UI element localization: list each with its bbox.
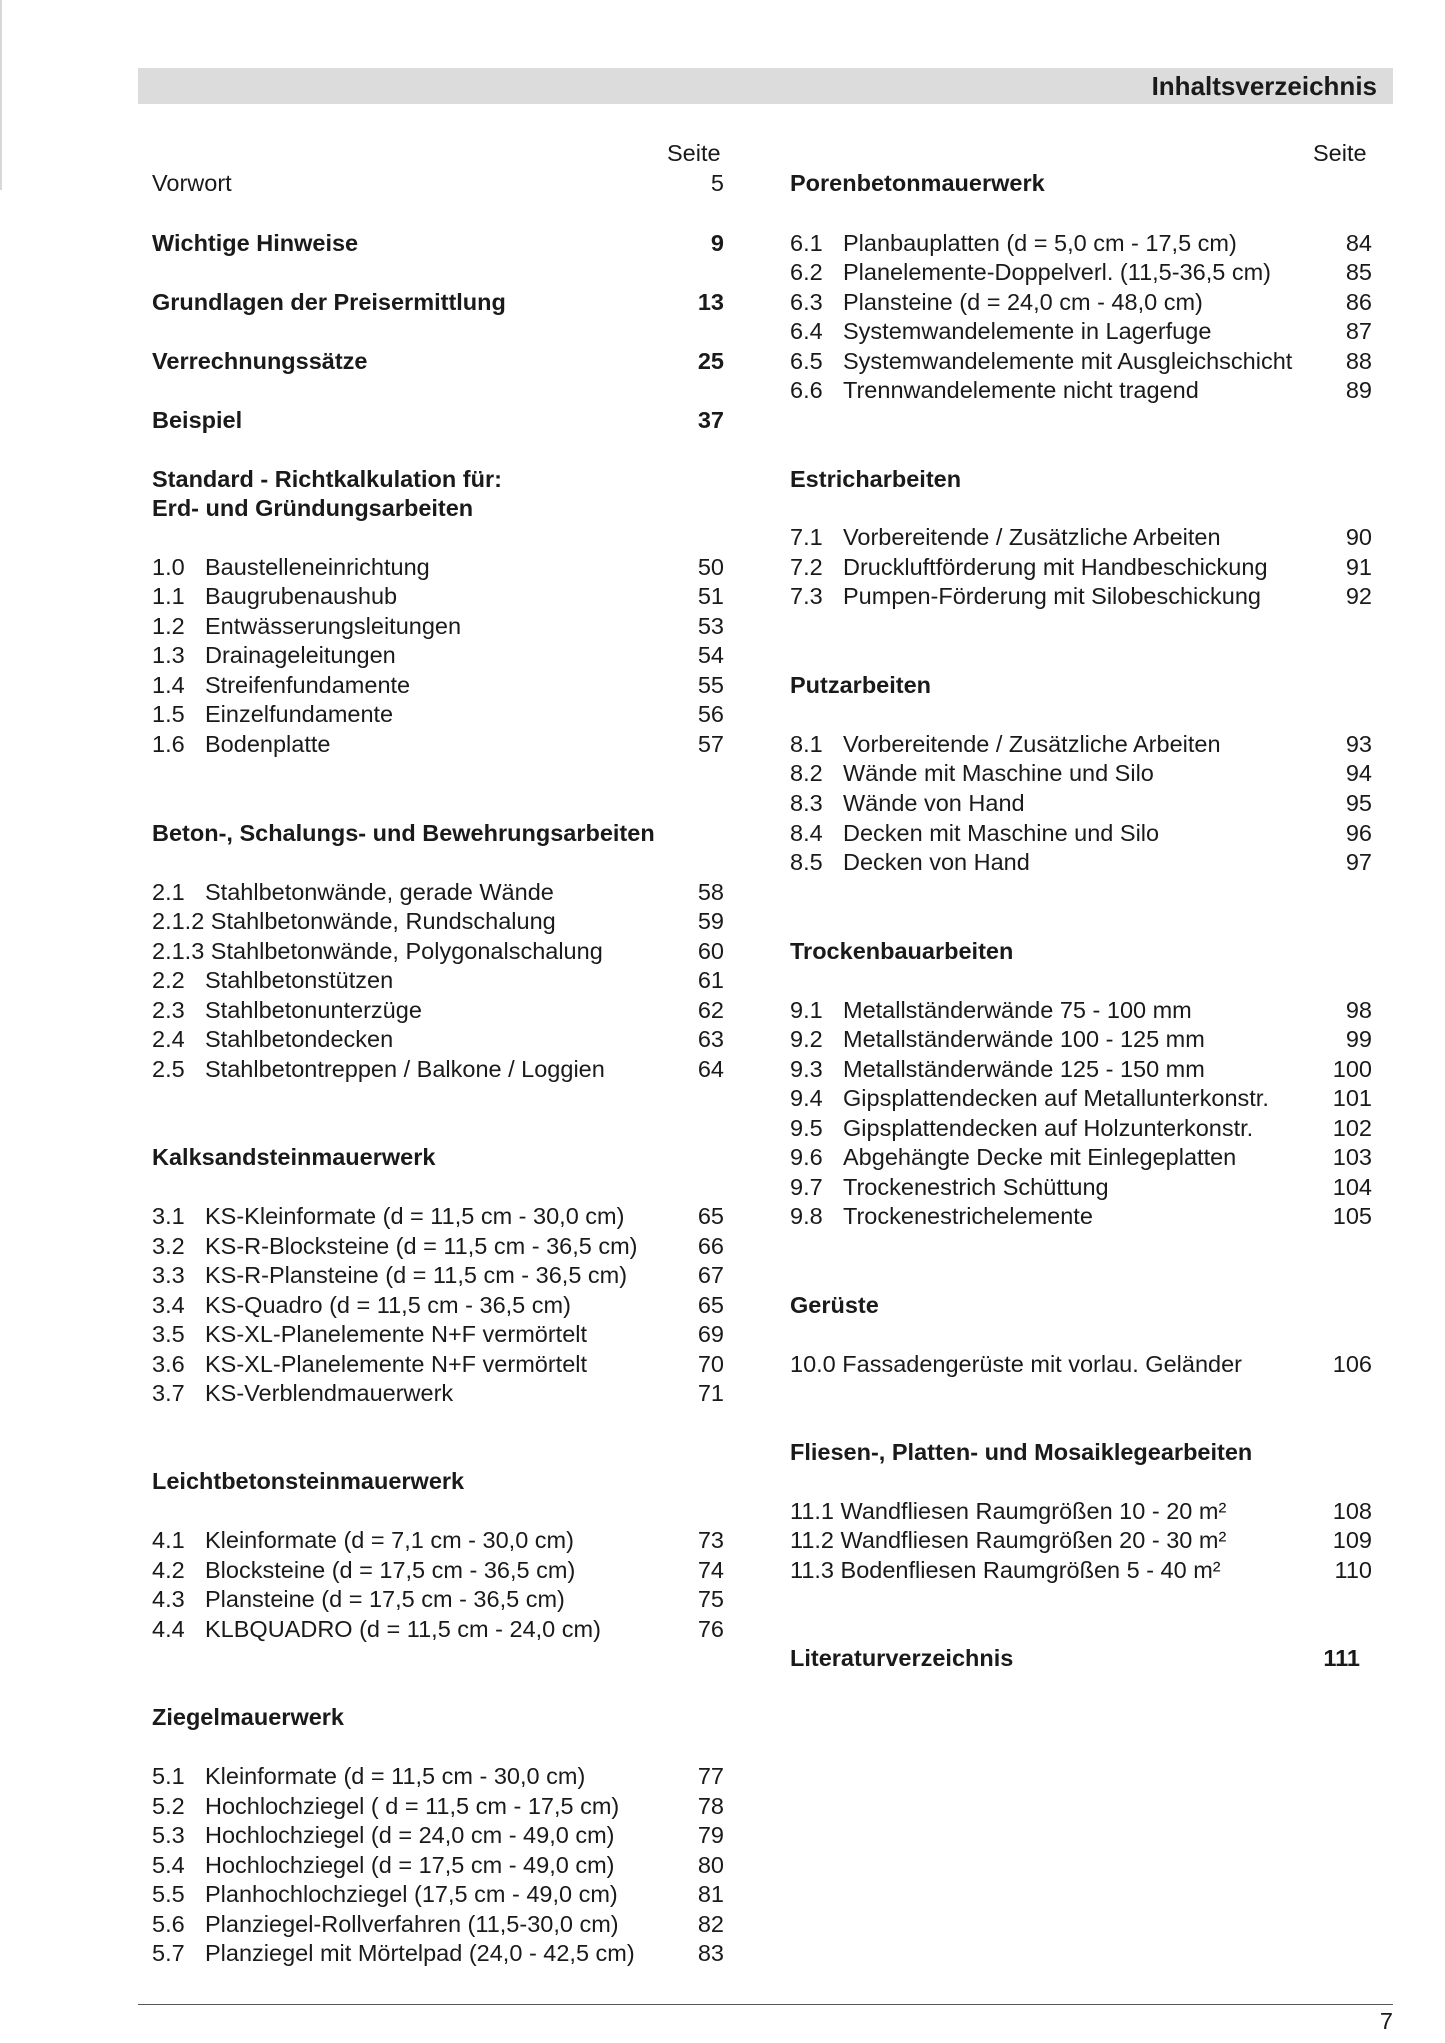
toc-entry-title: Bodenplatte: [205, 731, 331, 757]
toc-page-number: 90: [1345, 524, 1372, 550]
toc-entry-number: 8.3: [790, 790, 823, 816]
toc-entry-title: Trockenestrichelemente: [843, 1203, 1093, 1229]
page-number: 7: [1379, 2008, 1393, 2034]
toc-entry-number: 5.7: [152, 1940, 185, 1966]
toc-entry-title: KS-R-Plansteine (d = 11,5 cm - 36,5 cm): [205, 1262, 628, 1288]
toc-entry-title: Decken von Hand: [843, 849, 1030, 875]
toc-entry-title: Stahlbetontreppen / Balkone / Loggien: [205, 1056, 605, 1082]
toc-section-heading: [790, 1643, 1372, 1673]
toc-page-number: 108: [1332, 1498, 1372, 1524]
toc-entry-title: Stahlbetondecken: [205, 1026, 394, 1052]
toc-page-number: 50: [697, 554, 724, 580]
toc-page-number: 70: [697, 1351, 724, 1377]
toc-entry-number: 6.1: [790, 230, 823, 256]
toc-entry-title: Vorbereitende / Zusätzliche Arbeiten: [843, 731, 1221, 757]
toc-entry-number: 7.1: [790, 524, 823, 550]
toc-entry-number: 2.5: [152, 1056, 185, 1082]
toc-page-number: 25: [697, 348, 724, 374]
toc-entry-number: 6.4: [790, 318, 823, 344]
toc-page-number: 13: [697, 289, 724, 315]
toc-page-number: 102: [1332, 1115, 1372, 1141]
toc-entry: [152, 1761, 724, 1791]
toc-section-heading: [152, 464, 724, 494]
toc-entry: [152, 1850, 724, 1880]
toc-entry-title: Planhochlochziegel (17,5 cm - 49,0 cm): [205, 1881, 618, 1907]
toc-entry-number: 3.2: [152, 1233, 185, 1259]
toc-entry: [790, 847, 1372, 877]
toc-entry-title: Vorbereitende / Zusätzliche Arbeiten: [843, 524, 1221, 550]
toc-entry-title: Trennwandelemente nicht tragend: [843, 377, 1199, 403]
toc-entry: [152, 729, 724, 759]
toc-entry: [790, 818, 1372, 848]
toc-section-heading: [790, 1290, 1372, 1320]
toc-entry-number: 7.3: [790, 583, 823, 609]
toc-entry-number: 4.1: [152, 1527, 185, 1553]
toc-entry-number: 3.7: [152, 1380, 185, 1406]
toc-entry-title: Planelemente-Doppelverl. (11,5-36,5 cm): [843, 259, 1271, 285]
seite-label-right: Seite: [1313, 140, 1367, 166]
toc-entry-number: 9.5: [790, 1115, 823, 1141]
toc-entry-number: 5.5: [152, 1881, 185, 1907]
toc-page-number: 59: [697, 908, 724, 934]
toc-section-title: Standard - Richtkalkulation für:: [152, 466, 502, 492]
toc-entry-number: 9.8: [790, 1203, 823, 1229]
toc-entry: [152, 1909, 724, 1939]
toc-section-title: Gerüste: [790, 1292, 879, 1318]
toc-section-title: Estricharbeiten: [790, 466, 962, 492]
toc-entry: [790, 788, 1372, 818]
toc-entry-number: 6.6: [790, 377, 823, 403]
toc-page-number: 83: [697, 1940, 724, 1966]
toc-section-heading: [152, 818, 724, 848]
toc-entry-number: 1.5: [152, 701, 185, 727]
toc-page-number: 84: [1345, 230, 1372, 256]
toc-section-heading: [790, 168, 1372, 198]
toc-page-number: 74: [697, 1557, 724, 1583]
toc-entry: [152, 995, 724, 1025]
toc-entry: [152, 1525, 724, 1555]
toc-entry-title: Systemwandelemente in Lagerfuge: [843, 318, 1212, 344]
toc-page-number: 69: [697, 1321, 724, 1347]
toc-entry-title: Stahlbetonunterzüge: [205, 997, 422, 1023]
toc-entry-title: Pumpen-Förderung mit Silobeschickung: [843, 583, 1261, 609]
toc-page-number: 54: [697, 642, 724, 668]
toc-entry: [790, 346, 1372, 376]
toc-entry-title: Plansteine (d = 17,5 cm - 36,5 cm): [205, 1586, 565, 1612]
toc-entry-number: 3.4: [152, 1292, 185, 1318]
toc-entry-number: 6.3: [790, 289, 823, 315]
toc-entry-title: Stahlbetonwände, gerade Wände: [205, 879, 554, 905]
toc-section-title: Verrechnungssätze: [152, 348, 368, 374]
toc-section-heading: [152, 1702, 724, 1732]
toc-entry: [790, 1555, 1372, 1585]
toc-section-title: Leichtbetonsteinmauerwerk: [152, 1468, 465, 1494]
toc-entry-title: Hochlochziegel ( d = 11,5 cm - 17,5 cm): [205, 1793, 620, 1819]
toc-entry-number: 5.4: [152, 1852, 185, 1878]
toc-entry-number: 2.1: [152, 879, 185, 905]
toc-entry-title: Gipsplattendecken auf Holzunterkonstr.: [843, 1115, 1254, 1141]
toc-entry-number: 1.0: [152, 554, 185, 580]
toc-entry: [790, 1496, 1372, 1526]
toc-page-number: 57: [697, 731, 724, 757]
toc-entry: [790, 1024, 1372, 1054]
toc-entry: [790, 375, 1372, 405]
toc-page-number: 60: [697, 938, 724, 964]
toc-page-number: 85: [1345, 259, 1372, 285]
toc-page-number: 98: [1345, 997, 1372, 1023]
toc-entry-title: Einzelfundamente: [205, 701, 394, 727]
header-bar: [138, 68, 1393, 104]
toc-entry-number: 9.4: [790, 1085, 823, 1111]
toc-entry-number: 8.1: [790, 731, 823, 757]
toc-entry-number: 7.2: [790, 554, 823, 580]
toc-page-number: 92: [1345, 583, 1372, 609]
toc-page-number: 66: [697, 1233, 724, 1259]
toc-entry-title: Wände mit Maschine und Silo: [843, 760, 1154, 786]
toc-section-heading: [152, 405, 724, 435]
toc-section-title: Ziegelmauerwerk: [152, 1704, 345, 1730]
toc-entry: [152, 1260, 724, 1290]
toc-entry-title: Stahlbetonstützen: [205, 967, 394, 993]
toc-entry-title: Plansteine (d = 24,0 cm - 48,0 cm): [843, 289, 1203, 315]
toc-entry-number: 1.4: [152, 672, 185, 698]
toc-entry-number: 3.1: [152, 1203, 185, 1229]
toc-entry-title: Druckluftförderung mit Handbeschickung: [843, 554, 1268, 580]
toc-entry: [790, 581, 1372, 611]
toc-entry-number: 3.5: [152, 1321, 185, 1347]
toc-entry-number: 9.6: [790, 1144, 823, 1170]
toc-entry: [790, 287, 1372, 317]
toc-page-number: 79: [697, 1822, 724, 1848]
toc-entry-number: 8.4: [790, 820, 823, 846]
toc-entry-title: KLBQUADRO (d = 11,5 cm - 24,0 cm): [205, 1616, 601, 1642]
seite-label-left: Seite: [667, 140, 721, 166]
toc-entry: [152, 1319, 724, 1349]
toc-entry: [790, 1083, 1372, 1113]
toc-entry-number: 9.3: [790, 1056, 823, 1082]
toc-section-title: Beispiel: [152, 407, 243, 433]
toc-section-title: Fliesen-, Platten- und Mosaiklegearbeiten: [790, 1439, 1253, 1465]
toc-entry-title: Abgehängte Decke mit Einlegeplatten: [843, 1144, 1237, 1170]
toc-entry-title: Planbauplatten (d = 5,0 cm - 17,5 cm): [843, 230, 1237, 256]
toc-entry-number: 8.2: [790, 760, 823, 786]
toc-page-number: 58: [697, 879, 724, 905]
toc-entry-number: 6.5: [790, 348, 823, 374]
toc-page-number: 105: [1332, 1203, 1372, 1229]
toc-section-title: Trockenbauarbeiten: [790, 938, 1014, 964]
toc-page-number: 73: [697, 1527, 724, 1553]
toc-page-number: 95: [1345, 790, 1372, 816]
toc-entry-title: Streifenfundamente: [205, 672, 411, 698]
toc-entry-title: Hochlochziegel (d = 24,0 cm - 49,0 cm): [205, 1822, 615, 1848]
toc-entry: [152, 1201, 724, 1231]
toc-entry-title: Metallständerwände 75 - 100 mm: [843, 997, 1192, 1023]
toc-entry: [790, 758, 1372, 788]
toc-section-title: Literaturverzeichnis: [790, 1645, 1014, 1671]
toc-page-number: 106: [1332, 1351, 1372, 1377]
toc-page-number: 62: [697, 997, 724, 1023]
toc-entry: [790, 1172, 1372, 1202]
toc-entry: [790, 316, 1372, 346]
toc-entry-title: 10.0 Fassadengerüste mit vorlau. Geländer: [790, 1351, 1242, 1377]
toc-section-heading: [152, 228, 724, 258]
toc-entry-title: 11.1 Wandfliesen Raumgrößen 10 - 20 m²: [790, 1498, 1227, 1524]
toc-entry-title: Kleinformate (d = 7,1 cm - 30,0 cm): [205, 1527, 574, 1553]
toc-page-number: 76: [697, 1616, 724, 1642]
toc-entry: [790, 1349, 1372, 1379]
toc-section-heading: [790, 670, 1372, 700]
toc-entry: [790, 1054, 1372, 1084]
toc-entry: [152, 1791, 724, 1821]
toc-entry-number: 5.3: [152, 1822, 185, 1848]
toc-page-number: 96: [1345, 820, 1372, 846]
toc-section-title: Kalksandsteinmauerwerk: [152, 1144, 436, 1170]
toc-entry: [152, 1349, 724, 1379]
toc-page-number: 81: [697, 1881, 724, 1907]
toc-entry: [152, 1378, 724, 1408]
toc-section-heading: [790, 936, 1372, 966]
toc-entry-title: KS-Verblendmauerwerk: [205, 1380, 454, 1406]
toc-entry-title: Kleinformate (d = 11,5 cm - 30,0 cm): [205, 1763, 586, 1789]
toc-entry-title: 2.1.3 Stahlbetonwände, Polygonalschalung: [152, 938, 603, 964]
toc-entry: [790, 1525, 1372, 1555]
toc-entry-title: Planziegel mit Mörtelpad (24,0 - 42,5 cm): [205, 1940, 635, 1966]
toc-page-number: 51: [697, 583, 724, 609]
toc-entry: [790, 1142, 1372, 1172]
toc-page-number: 88: [1345, 348, 1372, 374]
toc-page-number: 67: [697, 1262, 724, 1288]
toc-entry: [790, 729, 1372, 759]
toc-entry-number: 4.4: [152, 1616, 185, 1642]
toc-entry-title: 2.1.2 Stahlbetonwände, Rundschalung: [152, 908, 556, 934]
toc-entry: [790, 1201, 1372, 1231]
toc-page-number: 82: [697, 1911, 724, 1937]
toc-page-number: 100: [1332, 1056, 1372, 1082]
toc-entry-title: Trockenestrich Schüttung: [843, 1174, 1109, 1200]
toc-section-title: Grundlagen der Preisermittlung: [152, 289, 506, 315]
toc-entry: [152, 1614, 724, 1644]
toc-entry: [152, 699, 724, 729]
toc-page-number: 91: [1345, 554, 1372, 580]
left-edge-mark: [0, 0, 2, 190]
toc-entry-number: 5.6: [152, 1911, 185, 1937]
toc-section-heading: [152, 493, 724, 523]
toc-entry: [152, 670, 724, 700]
toc-entry: [152, 965, 724, 995]
toc-section-heading: [790, 1437, 1372, 1467]
toc-entry: [152, 168, 724, 198]
toc-entry-title: Metallständerwände 100 - 125 mm: [843, 1026, 1205, 1052]
toc-entry: [152, 581, 724, 611]
toc-entry-title: KS-R-Blocksteine (d = 11,5 cm - 36,5 cm): [205, 1233, 638, 1259]
toc-page-number: 110: [1334, 1557, 1372, 1583]
toc-entry-number: 3.6: [152, 1351, 185, 1377]
toc-entry-number: 1.6: [152, 731, 185, 757]
toc-section-title: Wichtige Hinweise: [152, 230, 359, 256]
toc-entry: [152, 1879, 724, 1909]
toc-entry-title: Vorwort: [152, 170, 232, 196]
toc-entry: [152, 611, 724, 641]
toc-entry: [152, 552, 724, 582]
toc-entry-title: Wände von Hand: [843, 790, 1025, 816]
toc-section-title: Porenbetonmauerwerk: [790, 170, 1045, 196]
toc-entry: [152, 1024, 724, 1054]
toc-entry-title: Metallständerwände 125 - 150 mm: [843, 1056, 1205, 1082]
toc-entry-title: Systemwandelemente mit Ausgleichschicht: [843, 348, 1293, 374]
toc-entry-number: 1.1: [152, 583, 185, 609]
toc-entry: [152, 1290, 724, 1320]
toc-entry-number: 2.3: [152, 997, 185, 1023]
toc-page-number: 71: [697, 1380, 724, 1406]
toc-entry-title: Planziegel-Rollverfahren (11,5-30,0 cm): [205, 1911, 619, 1937]
toc-entry-number: 3.3: [152, 1262, 185, 1288]
toc-entry: [152, 1584, 724, 1614]
toc-entry: [790, 552, 1372, 582]
toc-page-number: 77: [697, 1763, 724, 1789]
toc-page-number: 53: [697, 613, 724, 639]
toc-entry: [790, 257, 1372, 287]
toc-entry-title: KS-Kleinformate (d = 11,5 cm - 30,0 cm): [205, 1203, 625, 1229]
toc-page-number: 75: [697, 1586, 724, 1612]
toc-page-number: 109: [1332, 1527, 1372, 1553]
toc-entry-number: 5.1: [152, 1763, 185, 1789]
footer-divider: [138, 2004, 1393, 2005]
toc-page-number: 89: [1345, 377, 1372, 403]
toc-page-number: 9: [710, 230, 724, 256]
page-title: Inhaltsverzeichnis: [1151, 71, 1377, 101]
toc-page-number: 97: [1345, 849, 1372, 875]
toc-entry-title: Gipsplattendecken auf Metallunterkonstr.: [843, 1085, 1269, 1111]
toc-entry: [152, 1231, 724, 1261]
toc-entry-title: Hochlochziegel (d = 17,5 cm - 49,0 cm): [205, 1852, 615, 1878]
toc-entry-title: KS-Quadro (d = 11,5 cm - 36,5 cm): [205, 1292, 571, 1318]
toc-page-number: 101: [1332, 1085, 1372, 1111]
toc-entry-number: 6.2: [790, 259, 823, 285]
toc-entry-title: Decken mit Maschine und Silo: [843, 820, 1160, 846]
toc-section-heading: [152, 1466, 724, 1496]
toc-entry: [152, 1555, 724, 1585]
toc-entry-number: 2.2: [152, 967, 185, 993]
toc-entry: [152, 936, 724, 966]
toc-entry-number: 5.2: [152, 1793, 185, 1819]
toc-page-number: 99: [1345, 1026, 1372, 1052]
toc-page-number: 103: [1332, 1144, 1372, 1170]
toc-entry-title: Drainageleitungen: [205, 642, 396, 668]
toc-entry-title: Blocksteine (d = 17,5 cm - 36,5 cm): [205, 1557, 576, 1583]
toc-entry-title: KS-XL-Planelemente N+F vermörtelt: [205, 1351, 588, 1377]
toc-section-heading: [790, 464, 1372, 494]
toc-page-number: 55: [697, 672, 724, 698]
toc-entry: [152, 640, 724, 670]
toc-page-number: 78: [697, 1793, 724, 1819]
toc-page-number: 63: [697, 1026, 724, 1052]
toc-page-number: 65: [697, 1203, 724, 1229]
toc-entry: [790, 228, 1372, 258]
toc-page-number: 104: [1332, 1174, 1372, 1200]
toc-entry-number: 2.4: [152, 1026, 185, 1052]
toc-entry-number: 1.3: [152, 642, 185, 668]
toc-page-number: 61: [697, 967, 724, 993]
toc-entry: [152, 877, 724, 907]
toc-entry-number: 9.7: [790, 1174, 823, 1200]
toc-entry-number: 9.2: [790, 1026, 823, 1052]
toc-page-number: 93: [1345, 731, 1372, 757]
toc-page-number: 94: [1345, 760, 1372, 786]
toc-page-number: 111: [1323, 1645, 1360, 1671]
toc-page-number: 87: [1345, 318, 1372, 344]
toc-page-number: 64: [697, 1056, 724, 1082]
toc-page-number: 80: [697, 1852, 724, 1878]
toc-section-heading: [152, 346, 724, 376]
toc-entry: [790, 522, 1372, 552]
toc-entry-title: Baugrubenaushub: [205, 583, 398, 609]
toc-section-heading: [152, 1142, 724, 1172]
toc-entry-title: Baustelleneinrichtung: [205, 554, 430, 580]
toc-entry: [152, 1820, 724, 1850]
toc-section-title: Erd- und Gründungsarbeiten: [152, 495, 474, 521]
toc-entry-number: 9.1: [790, 997, 823, 1023]
toc-page-number: 56: [697, 701, 724, 727]
toc-section-title: Putzarbeiten: [790, 672, 932, 698]
toc-section-title: Beton-, Schalungs- und Bewehrungsarbeiten: [152, 820, 655, 846]
toc-entry: [152, 1938, 724, 1968]
toc-page-number: 65: [697, 1292, 724, 1318]
toc-entry: [790, 1113, 1372, 1143]
toc-entry-title: 11.3 Bodenfliesen Raumgrößen 5 - 40 m²: [790, 1557, 1221, 1583]
toc-entry-number: 1.2: [152, 613, 185, 639]
toc-entry-title: KS-XL-Planelemente N+F vermörtelt: [205, 1321, 588, 1347]
toc-page-number: 86: [1345, 289, 1372, 315]
toc-section-heading: [152, 287, 724, 317]
toc-entry-number: 8.5: [790, 849, 823, 875]
toc-entry-title: 11.2 Wandfliesen Raumgrößen 20 - 30 m²: [790, 1527, 1227, 1553]
toc-entry: [152, 1054, 724, 1084]
toc-entry-title: Entwässerungsleitungen: [205, 613, 462, 639]
toc-entry-number: 4.3: [152, 1586, 185, 1612]
toc-page-number: 5: [710, 170, 724, 196]
toc-page-number: 37: [697, 407, 724, 433]
toc-entry-number: 4.2: [152, 1557, 185, 1583]
toc-entry: [790, 995, 1372, 1025]
toc-entry: [152, 906, 724, 936]
